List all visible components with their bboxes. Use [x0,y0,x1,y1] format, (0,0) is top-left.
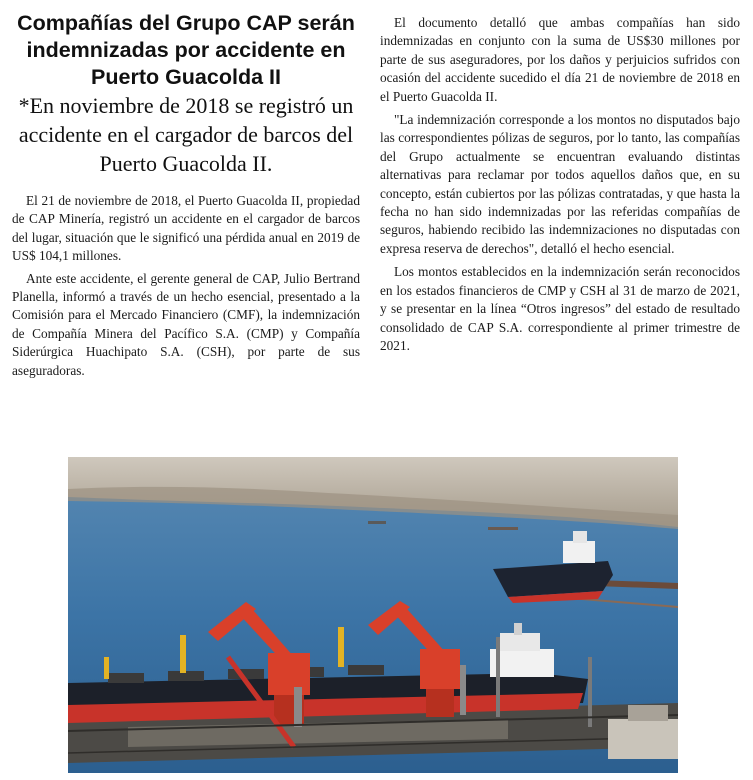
article-right-column [380,14,740,360]
article-headline: Compañías del Grupo CAP serán indemnizadas por accidente en Puerto Guacolda II [17,11,355,89]
article-paragraph-5: Los montos establecidos en la indemnización serán reconocidos en los estados financieros de CMP y CSH al 31 de marzo de 2021, y se presentar en la línea “Otros ingresos” del estado de resultado consolidado de CAP S.A. correspondiente al primer trimestre de 2021. [380,264,740,353]
article-subheadline: *En noviembre de 2018 se registró un accidente en el cargador de barcos del Puerto Guacolda II. [18,93,354,176]
photo-illustration [68,457,678,773]
article-paragraph-4: "La indemnización corresponde a los montos no disputados bajo las correspondientes pólizas de seguros, por lo tanto, las compañías del Grupo actualmente se encuentran evaluando distintas alternativas para reclamar por todos aquellos daños que, en su concepto, están cubiertos por las pólizas contratadas, y que hasta la fecha no han sido indemnizadas por las referidas compañías de seguros, habiendo recibido las indemnizaciones no disputadas con expresa reserva de derechos", detalló el hecho esencial. [380,112,740,256]
article-paragraph-1: El 21 de noviembre de 2018, el Puerto Guacolda II, propiedad de CAP Minería, registró un accidente en el cargador de barcos del lugar, situación que le significó una pérdida anual en 2019 de US$ 104,1 millones. [12,193,360,264]
article-left-column [12,10,360,384]
article-paragraph-3: El documento detalló que ambas compañías han sido indemnizadas en conjunto con la suma de US$30 millones por parte de sus aseguradores, por los daños y perjuicios sufridos con ocasión del accidente sucedido el día 21 de noviembre de 2018 en el Puerto Guacolda II. [380,15,740,104]
article-paragraph-2: Ante este accidente, el gerente general de CAP, Julio Bertrand Planella, informó a través de un hecho esencial, presentado a la Comisión para el Mercado Financiero (CMF), la indemnización de Compañía Minera del Pacífico S.A. (CMP) y Compañía Siderúrgica Huachipato S.A. (CSH), por parte de sus aseguradoras. [12,270,360,378]
port-ship-loaders-photo [68,457,678,773]
